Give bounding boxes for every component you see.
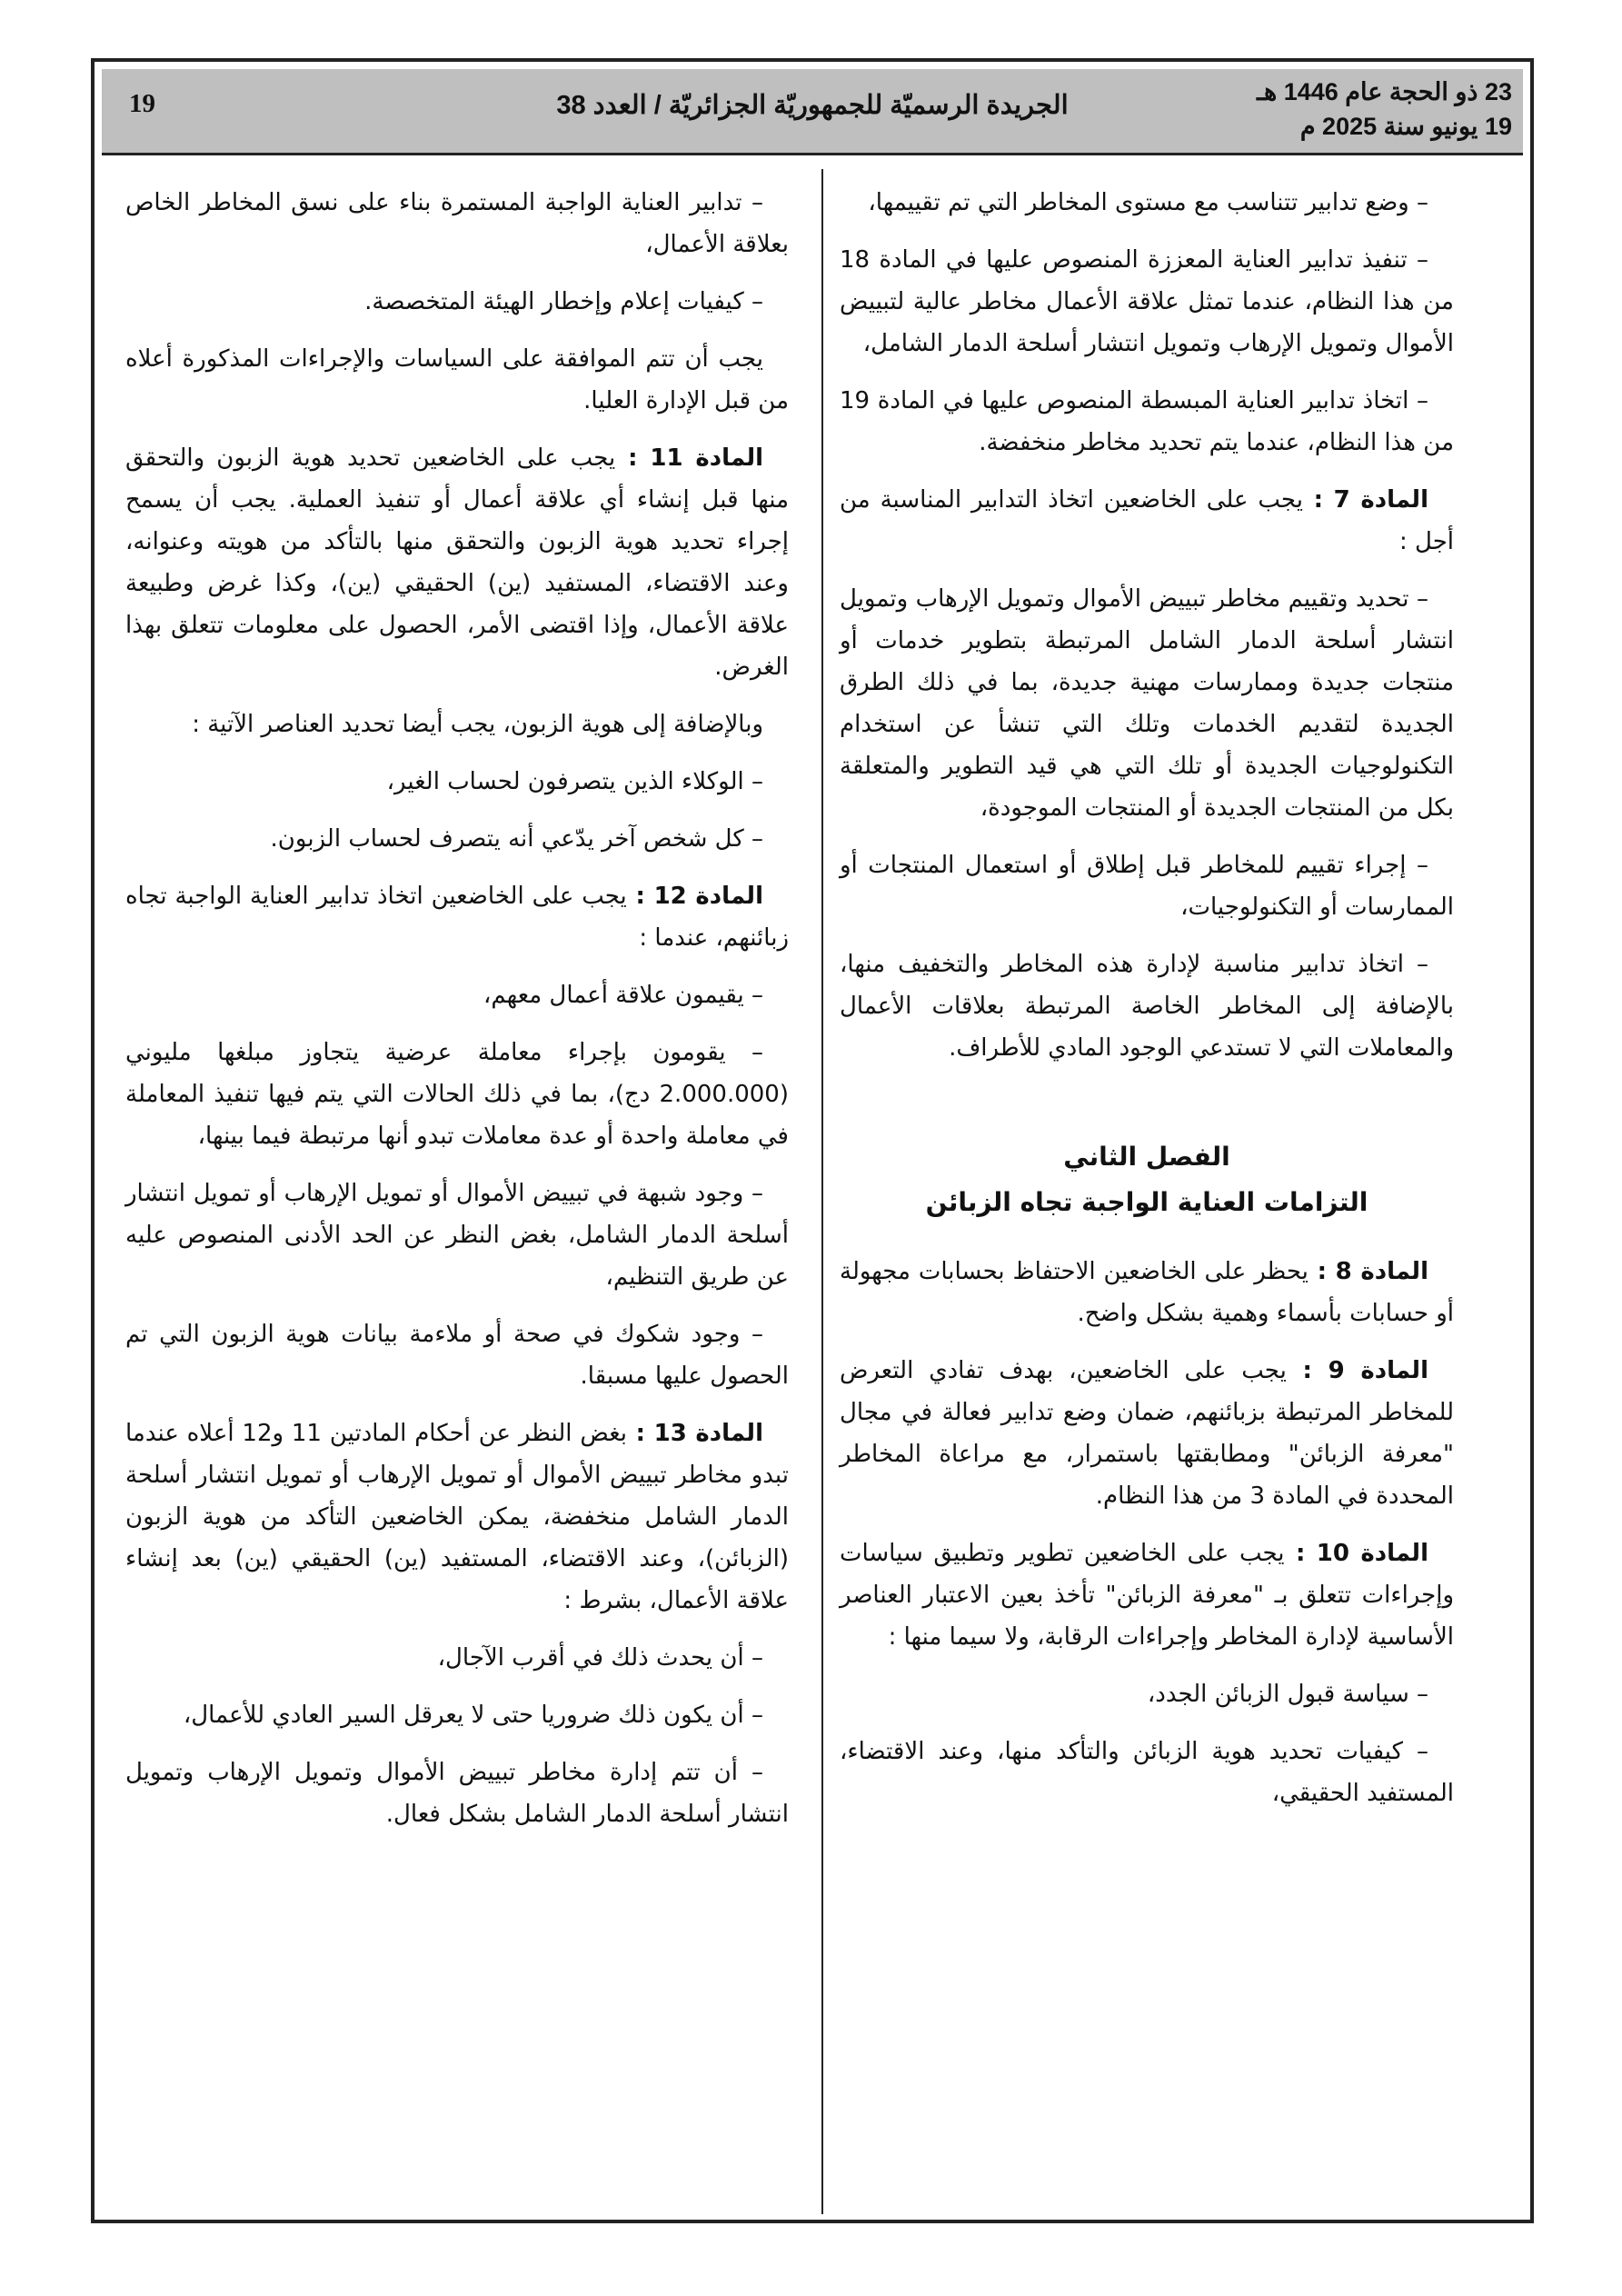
paragraph xyxy=(125,761,789,803)
paragraph xyxy=(125,1694,789,1736)
column-divider xyxy=(821,169,823,2214)
paragraph xyxy=(125,281,789,323)
article-label: المادة 8 : xyxy=(1308,1258,1428,1285)
paragraph xyxy=(840,943,1454,1069)
paragraph-text: يجب على الخاضعين اتخاذ تدابير العناية الواجبة تجاه زبائنهم، عندما : xyxy=(125,883,789,952)
page-header xyxy=(102,69,1523,155)
paragraph-text: يجب على الخاضعين اتخاذ التدابير المناسبة من أجل : xyxy=(840,486,1454,555)
paragraph xyxy=(125,1637,789,1679)
article-paragraph xyxy=(125,875,789,959)
paragraph-text: – كيفيات إعلام وإخطار الهيئة المتخصصة. xyxy=(364,288,763,315)
paragraph-text: يجب على الخاضعين تطوير وتطبيق سياسات وإجراءات تتعلق بـ "معرفة الزبائن" تأخذ بعين الاعتبار العناصر الأساسية لإدارة المخاطر وإجراءات الرقابة، ولا سيما منها : xyxy=(840,1540,1454,1651)
paragraph xyxy=(125,974,789,1016)
page-frame xyxy=(91,58,1534,2223)
paragraph xyxy=(125,338,789,422)
chapter-title: التزامات العناية الواجبة تجاه الزبائن xyxy=(925,1187,1368,1217)
paragraph-text: – كيفيات تحديد هوية الزبائن والتأكد منها، وعند الاقتضاء، المستفيد الحقيقي، xyxy=(840,1738,1454,1807)
article-label: المادة 10 : xyxy=(1284,1540,1428,1567)
article-paragraph xyxy=(840,1532,1454,1658)
right-column-paragraphs-top xyxy=(840,182,1454,1069)
paragraph xyxy=(125,1032,789,1157)
paragraph-text: – أن يكون ذلك ضروريا حتى لا يعرقل السير العادي للأعمال، xyxy=(183,1702,763,1729)
paragraph xyxy=(125,1173,789,1298)
paragraph-text: – تحديد وتقييم مخاطر تبييض الأموال وتمويل الإرهاب وتمويل انتشار أسلحة الدمار الشامل المرتبطة بتطوير خدمات أو منتجات جديدة وممارسات مهنية جديدة، بما في ذلك الطرق الجديدة لتقديم الخدمات وتلك التي تنشأ عن استخدام التكنولوجيات الجديدة أو تلك التي هي قيد التطوير والمتعلقة بكل من المنتجات الجديدة أو المنتجات الموجودة، xyxy=(840,585,1454,822)
paragraph xyxy=(840,1731,1454,1814)
gregorian-date: 19 يونيو سنة 2025 م xyxy=(1299,113,1512,140)
paragraph xyxy=(125,1752,789,1835)
paragraph-text: – تنفيذ تدابير العناية المعززة المنصوص عليها في المادة 18 من هذا النظام، عندما تمثل علاقة الأعمال مخاطر عالية لتبييض الأموال وتمويل الإرهاب وتمويل انتشار أسلحة الدمار الشامل، xyxy=(840,246,1454,357)
hijri-date: 23 ذو الحجة عام 1446 هـ xyxy=(1257,78,1512,105)
paragraph xyxy=(840,578,1454,829)
paragraph xyxy=(125,1313,789,1397)
paragraph xyxy=(125,182,789,265)
article-paragraph xyxy=(840,1251,1454,1334)
article-paragraph xyxy=(125,1413,789,1622)
paragraph-text: يجب أن تتم الموافقة على السياسات والإجراءات المذكورة أعلاه من قبل الإدارة العليا. xyxy=(125,345,789,414)
chapter-heading xyxy=(840,1134,1454,1225)
right-column xyxy=(840,182,1454,1830)
paragraph xyxy=(840,1673,1454,1715)
paragraph-text: – وضع تدابير تتناسب مع مستوى المخاطر التي تم تقييمها، xyxy=(868,189,1428,216)
paragraph-text: بغض النظر عن أحكام المادتين 11 و12 أعلاه عندما تبدو مخاطر تبييض الأموال أو تمويل الإرهاب أو تمويل انتشار أسلحة الدمار الشامل منخفضة، يمكن الخاضعين التأكد من هوية الزبون (الزبائن)، وعند الاقتضاء، المستفيد (ين) الحقيقي (ين) بعد إنشاء علاقة الأعمال، بشرط : xyxy=(125,1420,789,1614)
paragraph xyxy=(125,818,789,860)
article-paragraph xyxy=(840,1350,1454,1517)
paragraph-text: – كل شخص آخر يدّعي أنه يتصرف لحساب الزبون. xyxy=(270,825,763,853)
article-paragraph xyxy=(125,437,789,688)
article-label: المادة 13 : xyxy=(626,1420,763,1447)
paragraph-text: – اتخاذ تدابير مناسبة لإدارة هذه المخاطر والتخفيف منها، بالإضافة إلى المخاطر الخاصة المرتبطة بعلاقات الأعمال والمعاملات التي لا تستدعي الوجود المادي للأطراف. xyxy=(840,951,1454,1062)
paragraph-text: – الوكلاء الذين يتصرفون لحساب الغير، xyxy=(386,768,763,795)
paragraph-text: يجب على الخاضعين، بهدف تفادي التعرض للمخاطر المرتبطة بزبائنهم، ضمان وضع تدابير فعالة في مجال "معرفة الزبائن" ومطابقتها باستمرار، مع مراعاة المخاطر المحددة في المادة 3 من هذا النظام. xyxy=(840,1357,1454,1510)
left-column xyxy=(125,182,789,1851)
paragraph-text: – سياسة قبول الزبائن الجدد، xyxy=(1147,1681,1428,1708)
paragraph xyxy=(840,239,1454,364)
paragraph-text: – وجود شبهة في تبييض الأموال أو تمويل الإرهاب أو تمويل انتشار أسلحة الدمار الشامل، بغض النظر عن الحد الأدنى المنصوص عليه عن طريق التنظيم، xyxy=(125,1180,789,1291)
chapter-number: الفصل الثاني xyxy=(1063,1142,1230,1172)
paragraph xyxy=(125,704,789,745)
gazette-title: الجريدة الرسميّة للجمهوريّة الجزائريّة / العدد 38 xyxy=(556,91,1069,120)
paragraph xyxy=(840,182,1454,224)
paragraph xyxy=(840,844,1454,928)
paragraph-text: – يقيمون علاقة أعمال معهم، xyxy=(483,982,763,1009)
article-label: المادة 9 : xyxy=(1286,1357,1428,1384)
page-number: 19 xyxy=(129,89,155,118)
paragraph xyxy=(840,380,1454,464)
paragraph-text: – أن تتم إدارة مخاطر تبييض الأموال وتمويل الإرهاب وتمويل انتشار أسلحة الدمار الشامل بشكل فعال. xyxy=(125,1759,789,1828)
paragraph-text: – وجود شكوك في صحة أو ملاءمة بيانات هوية الزبون التي تم الحصول عليها مسبقا. xyxy=(125,1321,789,1390)
paragraph-text: – أن يحدث ذلك في أقرب الآجال، xyxy=(437,1644,763,1672)
paragraph-text: يحظر على الخاضعين الاحتفاظ بحسابات مجهولة أو حسابات بأسماء وهمية بشكل واضح. xyxy=(840,1258,1454,1327)
article-label: المادة 12 : xyxy=(626,883,763,910)
right-column-paragraphs-bottom xyxy=(840,1251,1454,1814)
paragraph-text: – اتخاذ تدابير العناية المبسطة المنصوص عليها في المادة 19 من هذا النظام، عندما يتم تحديد مخاطر منخفضة. xyxy=(840,387,1454,456)
paragraph-text: وبالإضافة إلى هوية الزبون، يجب أيضا تحديد العناصر الآتية : xyxy=(192,711,763,738)
paragraph-text: – تدابير العناية الواجبة المستمرة بناء على نسق المخاطر الخاص بعلاقة الأعمال، xyxy=(125,189,789,258)
left-column-paragraphs xyxy=(125,182,789,1835)
article-paragraph xyxy=(840,479,1454,563)
article-label: المادة 11 : xyxy=(615,444,763,472)
paragraph-text: – يقومون بإجراء معاملة عرضية يتجاوز مبلغها مليوني (2.000.000 دج)، بما في ذلك الحالات التي يتم فيها تنفيذ المعاملة في معاملة واحدة أو عدة معاملات تبدو أنها مرتبطة فيما بينها، xyxy=(125,1039,789,1150)
paragraph-text: – إجراء تقييم للمخاطر قبل إطلاق أو استعمال المنتجات أو الممارسات أو التكنولوجيات، xyxy=(840,852,1454,921)
article-label: المادة 7 : xyxy=(1302,486,1428,514)
paragraph-text: يجب على الخاضعين تحديد هوية الزبون والتحقق منها قبل إنشاء أي علاقة أعمال أو تنفيذ العملية. يجب أن يسمح إجراء تحديد هوية الزبون والتحقق منها بالتأكد من هويته وعنوانه، وعند الاقتضاء، المستفيد (ين) الحقيقي (ين)، وكذا غرض وطبيعة علاقة الأعمال، وإذا اقتضى الأمر، الحصول على معلومات تتعلق بهذا الغرض. xyxy=(125,444,789,681)
